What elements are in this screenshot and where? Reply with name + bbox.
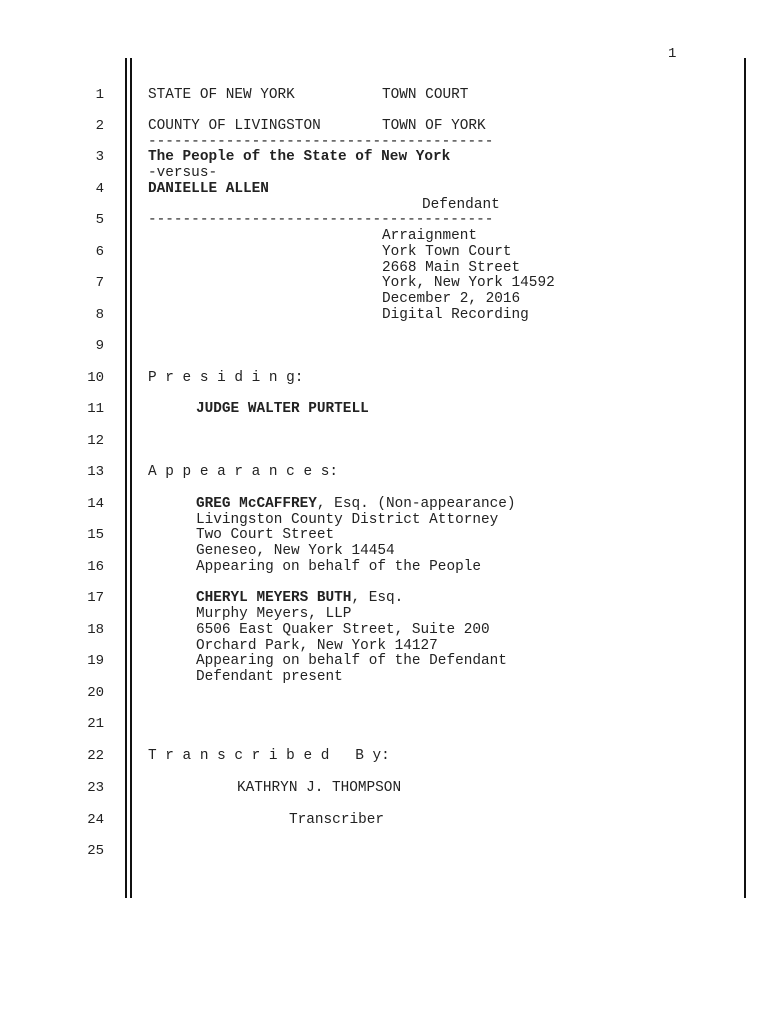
line-number: 16 xyxy=(87,559,104,575)
prosecutor-street: Two Court Street xyxy=(196,527,335,543)
caption-divider-bottom: ---------------------------------------- xyxy=(148,212,494,228)
line-number: 14 xyxy=(87,496,104,512)
proceeding-venue: York Town Court xyxy=(382,244,512,260)
line-number: 25 xyxy=(87,843,104,859)
line-number: 4 xyxy=(95,181,104,197)
line-number: 5 xyxy=(95,212,104,228)
presiding-heading: P r e s i d i n g: xyxy=(148,370,304,386)
line-number: 17 xyxy=(87,590,104,606)
line-number: 20 xyxy=(87,685,104,701)
defense-name: CHERYL MEYERS BUTH xyxy=(196,590,352,606)
defense-firm: Murphy Meyers, LLP xyxy=(196,606,352,622)
line-number: 9 xyxy=(95,338,104,354)
line-number: 6 xyxy=(95,244,104,260)
line-number: 21 xyxy=(87,716,104,732)
line-number: 24 xyxy=(87,812,104,828)
prosecutor-name: GREG McCAFFREY xyxy=(196,496,317,512)
defendant-label: Defendant xyxy=(422,197,500,213)
line-number: 10 xyxy=(87,370,104,386)
transcribed-heading: T r a n s c r i b e d B y: xyxy=(148,748,390,764)
prosecutor-role: Appearing on behalf of the People xyxy=(196,559,481,575)
line-number: 12 xyxy=(87,433,104,449)
prosecutor-suffix: , Esq. (Non-appearance) xyxy=(316,496,516,512)
caption-divider-top: ---------------------------------------- xyxy=(148,134,494,150)
line-number: 1 xyxy=(95,87,104,103)
versus-label: -versus- xyxy=(148,165,218,181)
county-label: COUNTY OF LIVINGSTON xyxy=(148,118,321,134)
defense-suffix: , Esq. xyxy=(351,590,404,606)
margin-rule-right xyxy=(744,58,746,898)
proceeding-medium: Digital Recording xyxy=(382,307,529,323)
town-label: TOWN OF YORK xyxy=(382,118,486,134)
line-number: 2 xyxy=(95,118,104,134)
margin-rule-left-outer xyxy=(125,58,127,898)
proceeding-date: December 2, 2016 xyxy=(382,291,521,307)
state-label: STATE OF NEW YORK xyxy=(148,87,295,103)
proceeding-street: 2668 Main Street xyxy=(382,260,521,276)
line-number: 23 xyxy=(87,780,104,796)
margin-rule-left-inner xyxy=(130,58,132,898)
court-label: TOWN COURT xyxy=(382,87,469,103)
line-number: 13 xyxy=(87,464,104,480)
line-number: 18 xyxy=(87,622,104,638)
prosecutor-line xyxy=(196,496,516,512)
proceeding-city: York, New York 14592 xyxy=(382,275,555,291)
line-number: 19 xyxy=(87,653,104,669)
defense-street: 6506 East Quaker Street, Suite 200 xyxy=(196,622,490,638)
defense-line xyxy=(196,590,403,606)
defense-role: Appearing on behalf of the Defendant xyxy=(196,653,507,669)
defense-city: Orchard Park, New York 14127 xyxy=(196,638,438,654)
prosecutor-title: Livingston County District Attorney xyxy=(196,512,499,528)
line-number: 7 xyxy=(95,275,104,291)
line-number: 15 xyxy=(87,527,104,543)
transcriber-name: KATHRYN J. THOMPSON xyxy=(237,780,402,796)
prosecutor-city: Geneseo, New York 14454 xyxy=(196,543,395,559)
page-number: 1 xyxy=(668,46,677,62)
defendant-present-note: Defendant present xyxy=(196,669,343,685)
plaintiff-name: The People of the State of New York xyxy=(148,149,451,165)
appearances-heading: A p p e a r a n c e s: xyxy=(148,464,338,480)
line-number: 8 xyxy=(95,307,104,323)
proceeding-type: Arraignment xyxy=(382,228,477,244)
line-number: 22 xyxy=(87,748,104,764)
judge-name: JUDGE WALTER PURTELL xyxy=(196,401,369,417)
line-number: 3 xyxy=(95,149,104,165)
line-number: 11 xyxy=(87,401,104,417)
defendant-name: DANIELLE ALLEN xyxy=(148,181,269,197)
transcriber-title: Transcriber xyxy=(289,812,384,828)
